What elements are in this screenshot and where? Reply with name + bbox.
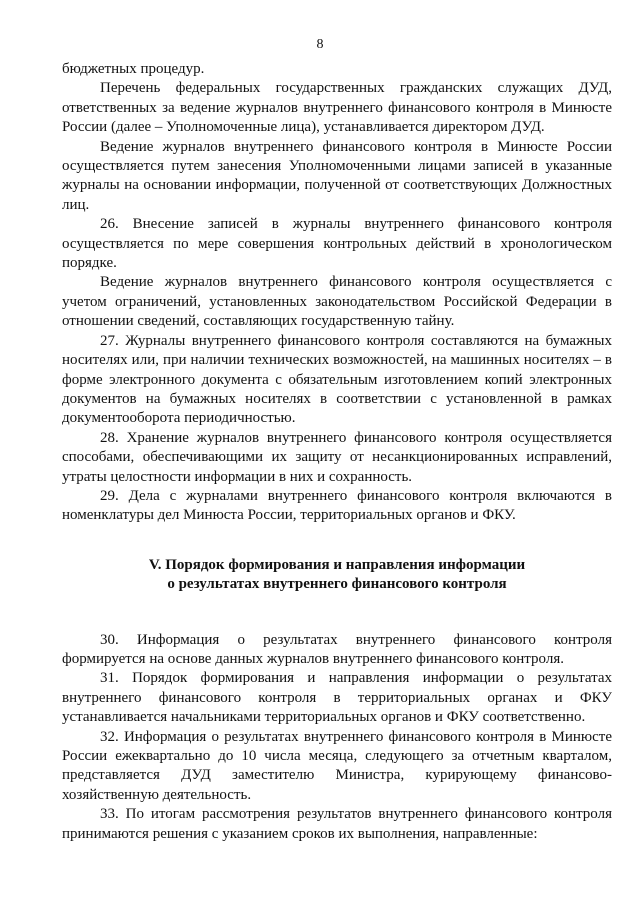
paragraph-list-of-officials: Перечень федеральных государственных гражданских служащих ДУД, ответственных за ведение журналов внутреннего финансового контроля в Минюсте России (далее – Уполномоченные лица), устанавливается директором ДУД. [62, 80, 612, 136]
paragraph-continuation: бюджетных процедур. [62, 61, 205, 77]
paragraph-32: 32. Информация о результатах внутреннего финансового контроля в Минюсте России ежеквартально до 10 числа месяца, следующего за отчетным кварталом, представляется ДУД заместителю Министра, курирующему финансово-хозяйственную деятельность. [62, 728, 612, 803]
paragraph-26: 26. Внесение записей в журналы внутреннего финансового контроля осуществляется по мере совершения контрольных действий в хронологическом порядке. [62, 216, 612, 272]
paragraph-27: 27. Журналы внутреннего финансового контроля составляются на бумажных носителях или, при наличии технических возможностей, на машинных носителях – в форме электронного документа с обязательным изготовлением копий электронных документов на бумажных носителях в соответствии с установленной в рамках документооборота периодичностью. [62, 332, 612, 427]
paragraph-26-secrecy: Ведение журналов внутреннего финансового контроля осуществляется с учетом ограничений, установленных законодательством Российской Федерации в отношении сведений, составляющих государственную тайну. [62, 274, 612, 330]
paragraph-33: 33. По итогам рассмотрения результатов внутреннего финансового контроля принимаются решения с указанием сроков их выполнения, направленные: [62, 806, 612, 842]
paragraph-journal-keeping: Ведение журналов внутреннего финансового контроля в Минюсте России осуществляется путем занесения Уполномоченными лицами записей в указанные журналы на основании информации, полученной от соответствующих Должностных лиц. [62, 138, 612, 213]
page-number: 8 [316, 37, 324, 52]
paragraph-31: 31. Порядок формирования и направления информации о результатах внутреннего финансового контроля в территориальных органах и ФКУ устанавливается начальниками территориальных органов и ФКУ соответственно. [62, 670, 612, 726]
paragraph-28: 28. Хранение журналов внутреннего финансового контроля осуществляется способами, обеспечивающими их защиту от несанкционированных исправлений, утраты целостности информации в них и сохранность. [62, 429, 612, 485]
paragraph-29: 29. Дела с журналами внутреннего финансового контроля включаются в номенклатуры дел Минюста России, территориальных органов и ФКУ. [62, 487, 612, 524]
paragraph-30: 30. Информация о результатах внутреннего финансового контроля формируется на основе данных журналов внутреннего финансового контроля. [62, 631, 612, 667]
section-heading-line-2: о результатах внутреннего финансового контроля [167, 576, 507, 593]
section-heading-line-1: V. Порядок формирования и направления информации [148, 556, 526, 573]
section-heading [62, 556, 612, 595]
document-body [62, 60, 612, 844]
